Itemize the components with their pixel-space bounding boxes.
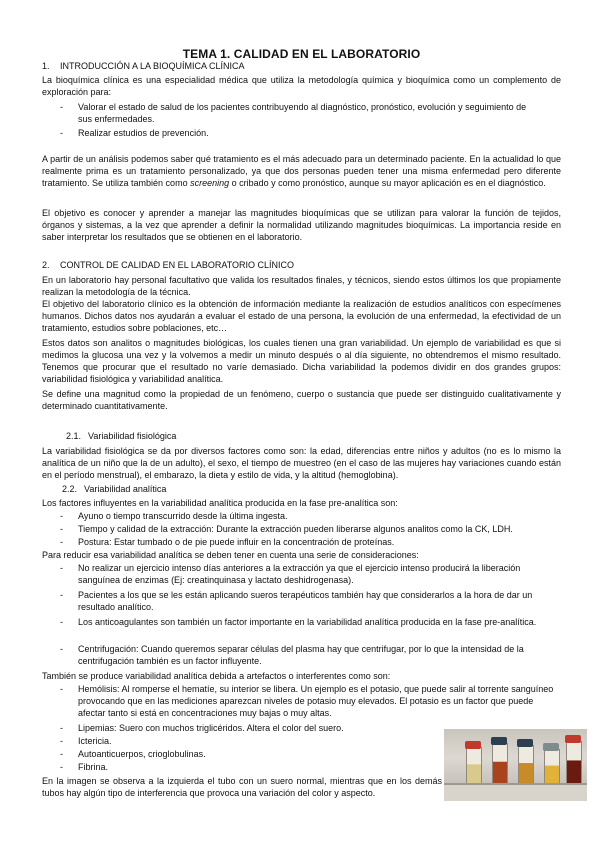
- consideration-bullet-1: [60, 562, 558, 586]
- bullet-text: Fibrina.: [78, 762, 109, 772]
- bullet-dash: -: [60, 102, 63, 112]
- section-2-paragraph-2: El objetivo del laboratorio clínico es la obtención de información mediante la realización de estudios analíticos con especímenes humanos. Dichos datos nos ayudarán a evaluar el estado de una persona, la evolución de una enfermedad, la efectividad de un tratamiento, estudios sobre poblaciones, etc…: [42, 299, 561, 333]
- pre-analytic-bullet-1: [60, 510, 558, 522]
- consideration-bullet-3: [60, 616, 558, 628]
- section-1-bullet-2: [60, 127, 528, 139]
- bullet-dash: -: [60, 723, 63, 733]
- tube-cap: [491, 737, 507, 745]
- subsection-2-2-number: 2.2.: [62, 484, 78, 494]
- bullet-text: Tiempo y calidad de la extracción: Durante la extracción pueden liberarse algunos analitos como la CK, LDH.: [78, 524, 513, 534]
- bullet-dash: -: [60, 736, 63, 746]
- bullet-text: Realizar estudios de prevención.: [78, 128, 209, 138]
- paragraph-text-a: A partir de un análisis podemos saber qué tratamiento es el más adecuado para un determinado paciente. En la actualidad lo que realmente prima es un tratamiento personalizado, ya que dos personas pueden tener una misma enfermedad pero diferente tratamiento. Se utiliza también como: [42, 154, 561, 188]
- bullet-dash: -: [60, 644, 63, 654]
- bullet-text: Lipemias: Suero con muchos triglicéridos. Altera el color del suero.: [78, 723, 344, 733]
- bullet-dash: -: [60, 684, 63, 694]
- bullet-dash: -: [60, 749, 63, 759]
- subsection-2-2-paragraph-3: También se produce variabilidad analítica debida a artefactos o interferentes como son:: [42, 671, 391, 681]
- subsection-2-1-paragraph: La variabilidad fisiológica se da por diversos factores como son: la edad, diferencias entre niños y adultos (no es lo mismo la analítica de un niño que la de un adulto), el sexo, el tiempo de muestreo (en el caso de las mujeres hay variaciones cuando están en el período menstrual), el embarazo, la dieta y estilo de vida, y la altitud (hemoglobina).: [42, 446, 561, 480]
- subsection-2-1-heading: [66, 431, 176, 441]
- consideration-bullet-4: [60, 643, 558, 667]
- section-2-paragraph-4: Se define una magnitud como la propiedad de un fenómeno, cuerpo o sustancia que puede ser distinguido cualitativamente y determinado cuantitativamente.: [42, 389, 561, 411]
- bullet-dash: -: [60, 617, 63, 627]
- bullet-dash: -: [60, 590, 63, 600]
- page-title: TEMA 1. CALIDAD EN EL LABORATORIO: [182, 47, 421, 61]
- section-1-title: INTRODUCCIÓN A LA BIOQUÍMICA CLÍNICA: [60, 61, 245, 71]
- interferent-bullet-3: [60, 735, 438, 747]
- interferent-bullet-4: [60, 748, 438, 760]
- figure-caption-paragraph: En la imagen se observa a la izquierda el tubo con un suero normal, mientras que en los demás tubos hay algún tipo de interferencia que provoca una variación del color y aspecto.: [42, 776, 442, 798]
- bullet-text: Pacientes a los que se les están aplicando sueros terapéuticos también hay que considerarlos a la hora de dar un resultado analítico.: [78, 590, 533, 612]
- section-2-title: CONTROL DE CALIDAD EN EL LABORATORIO CLÍNICO: [60, 260, 295, 270]
- bullet-text: Ictericia.: [78, 736, 112, 746]
- bullet-text: Valorar el estado de salud de los pacientes contribuyendo al diagnóstico, pronóstico, evolución y seguimiento de sus enfermedades.: [78, 102, 527, 124]
- bullet-text: Centrifugación: Cuando queremos separar células del plasma hay que centrifugar, por lo que la intensidad de la centrifugación también es un factor influyente.: [78, 644, 524, 666]
- paragraph-text-b: o cribado y como pronóstico, aunque su mayor aplicación es en el diagnóstico.: [229, 178, 546, 188]
- section-2-paragraph-1: En un laboratorio hay personal facultativo que valida los resultados finales, y técnicos, siendo estos últimos los que propiamente realizan la metodología de la técnica.: [42, 275, 561, 297]
- section-1-heading: [42, 61, 245, 71]
- bullet-text: Postura: Estar tumbado o de pie puede influir en la concentración de proteínas.: [78, 537, 395, 547]
- subsection-2-2-paragraph-2: Para reducir esa variabilidad analítica se deben tener en cuenta una serie de consideraciones:: [42, 550, 419, 560]
- bullet-dash: -: [60, 128, 63, 138]
- section-2-number: 2.: [42, 260, 50, 270]
- tube-cap: [517, 739, 533, 747]
- consideration-bullet-2: [60, 589, 558, 613]
- section-1-bullet-1: [60, 101, 528, 125]
- bullet-dash: -: [60, 762, 63, 772]
- section-1-paragraph-3: El objetivo es conocer y aprender a manejar las magnitudes bioquímicas que se utilizan para valorar la función de tejidos, órganos y sistemas, a la vez que aprender a definir la normalidad utilizando magnitudes bioquímicas. La importancia reside en saber interpretar los resultados que se obtienen en el laboratorio.: [42, 208, 561, 242]
- pre-analytic-bullet-2: [60, 523, 558, 535]
- interferent-bullet-1: [60, 683, 558, 719]
- section-1-paragraph-1: La bioquímica clínica es una especialidad médica que utiliza la metodología química y bioquímica como un complemento de exploración para:: [42, 75, 561, 97]
- tube-cap: [465, 741, 481, 749]
- section-2-heading: [42, 260, 294, 270]
- bullet-text: Los anticoagulantes son también un factor importante en la variabilidad analítica producida en la fase pre-analítica.: [78, 617, 537, 627]
- bullet-text: No realizar un ejercicio intenso días anteriores a la extracción ya que el ejercicio intenso producirá la liberación sanguínea de enzimas (Ej: creatinquinasa y lactato deshidrogenasa).: [78, 563, 521, 585]
- subsection-2-2-paragraph-1: Los factores influyentes en la variabilidad analítica producida en la fase pre-analítica son:: [42, 498, 398, 508]
- tube-cap: [565, 735, 581, 743]
- tube-cap: [543, 743, 559, 751]
- bullet-dash: -: [60, 563, 63, 573]
- pre-analytic-bullet-3: [60, 536, 558, 548]
- bullet-text: Autoanticuerpos, crioglobulinas.: [78, 749, 206, 759]
- blood-tubes-photo: [444, 729, 587, 801]
- tube-rack: [444, 783, 587, 801]
- subsection-2-2-heading: [62, 484, 166, 494]
- section-1-number: 1.: [42, 61, 50, 71]
- bullet-dash: -: [60, 511, 63, 521]
- subsection-2-1-title: Variabilidad fisiológica: [88, 431, 177, 441]
- bullet-dash: -: [60, 537, 63, 547]
- section-1-paragraph-2: [42, 153, 561, 189]
- bullet-text: Hemólisis: Al romperse el hematíe, su interior se libera. Un ejemplo es el potasio, que puede salir al torrente sanguíneo provocando que en las mediciones aparezcan niveles de potasio muy elevados. El potasio es un factor que puede afectar tanto si está en concentraciones muy bajas o muy altas.: [78, 684, 554, 718]
- subsection-2-2-title: Variabilidad analítica: [84, 484, 167, 494]
- section-2-paragraph-3: Estos datos son analitos o magnitudes biológicas, los cuales tienen una gran variabilidad. Un ejemplo de variabilidad es que si medimos la glucosa una vez y la volvemos a medir un minuto después o al día siguiente, no obtendremos el mismo resultado. Tenemos que procurar que el resultado no varíe demasiado. Dicha variabilidad la podemos dividir en dos grandes grupos: variabilidad fisiológica y variabilidad analítica.: [42, 338, 561, 384]
- interferent-bullet-5: [60, 761, 438, 773]
- subsection-2-1-number: 2.1.: [66, 431, 82, 441]
- interferent-bullet-2: [60, 722, 438, 734]
- screening-term: screening: [190, 178, 230, 188]
- bullet-dash: -: [60, 524, 63, 534]
- bullet-text: Ayuno o tiempo transcurrido desde la última ingesta.: [78, 511, 288, 521]
